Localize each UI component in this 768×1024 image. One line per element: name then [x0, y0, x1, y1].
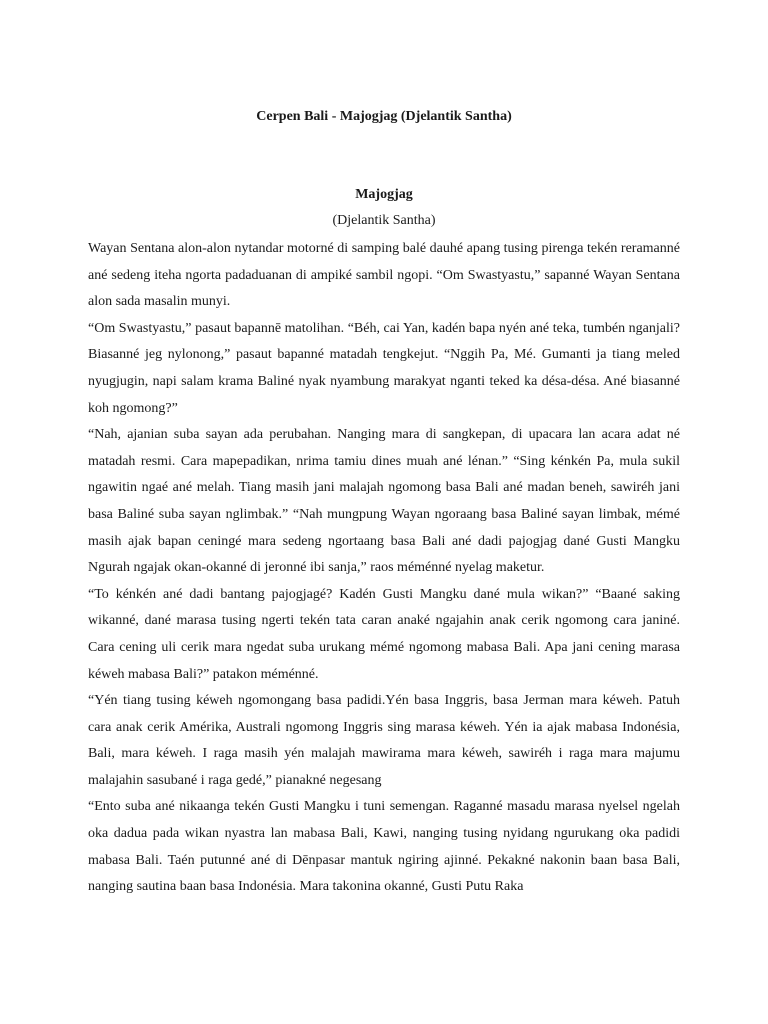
paragraph: “To kénkén ané dadi bantang pajogjagé? Kadén Gusti Mangku dané mula wikan?” “Baané saking wikanné, dané marasa tusing ngerti tekén tata caran anaké ngajahin anak cerik ngomong cara janiné. Cara cening uli cerik mara ngedat suba urukang mémé ngomong mabasa Bali. Apa jani cening marasa kéweh mabasa Bali?” patakon méménné.: [88, 586, 680, 682]
story-author: (Djelantik Santha): [332, 213, 436, 228]
paragraph: “Om Swastyastu,” pasaut bapannē matolihan. “Béh, cai Yan, kadén bapa nyén ané teka, tumbén nganjali? Biasanné jeg nylonong,” pasaut bapanné matadah tengkejut. “Nggih Pa, Mé. Gumanti ja tiang meled nyugjugin, napi salam krama Baliné nyak nyambung marakyat nganti teked ka désa-désa. Ané biasanné koh ngomong?”: [88, 320, 680, 416]
paragraph: “Ento suba ané nikaanga tekén Gusti Mangku i tuni semengan. Raganné masadu marasa nyelsel ngelah oka dadua pada wikan nyastra lan mabasa Bali, Kawi, nanging tusing nyidang ngurukang oka padidi mabasa Bali. Taén putunné ané di Dēnpasar mantuk ngiring ajinné. Pekakné nakonin baan basa Bali, nanging sautina baan basa Indonésia. Mara takonina okanné, Gusti Putu Raka: [88, 799, 680, 895]
paragraph: “Yén tiang tusing kéweh ngomongang basa padidi.Yén basa Inggris, basa Jerman mara kéweh. Patuh cara anak cerik Amérika, Australi ngomong Inggris sing marasa kéweh. Yén ia ajak mabasa Indonésia, Bali, mara kéweh. I raga masih yén malajah mawirama mara kéweh, sawiréh i raga mara majumu malajahin sasubané i raga gedé,” pianakné negesang: [88, 693, 680, 788]
story-body: [88, 236, 680, 901]
story-title: Majogjag: [355, 187, 413, 202]
paragraph: “Nah, ajanian suba sayan ada perubahan. Nanging mara di sangkepan, di upacara lan acara adat né matadah resmi. Cara mapepadikan, nrima tamiu dines muah ané lénan.” “Sing kénkén Pa, mula sukil ngawitin ngaé ané melah. Tiang masih jani malajah ngomong basa Bali ané madan beneh, sawiréh jani basa Baliné suba sayan nglimbak.” “Nah mungpung Wayan ngoraang basa Baliné sayan limbak, mémé masih ajak bapan ceningé mara sedeng ngortaang basa Bali ané dadi pajogjag dané Gusti Mangku Ngurah ngajak okan-okanné di jeronné ibi sanja,” raos méménné nyelag maketur.: [88, 427, 680, 576]
paragraph: Wayan Sentana alon-alon nytandar motorné di samping balé dauhé apang tusing pirenga tekén reramanné ané sedeng iteha ngorta padaduanan di ampiké sambil ngopi. “Om Swastyastu,” sapanné Wayan Sentana alon sada masalin munyi.: [88, 241, 680, 310]
document-title: Cerpen Bali - Majogjag (Djelantik Santha): [256, 109, 512, 124]
